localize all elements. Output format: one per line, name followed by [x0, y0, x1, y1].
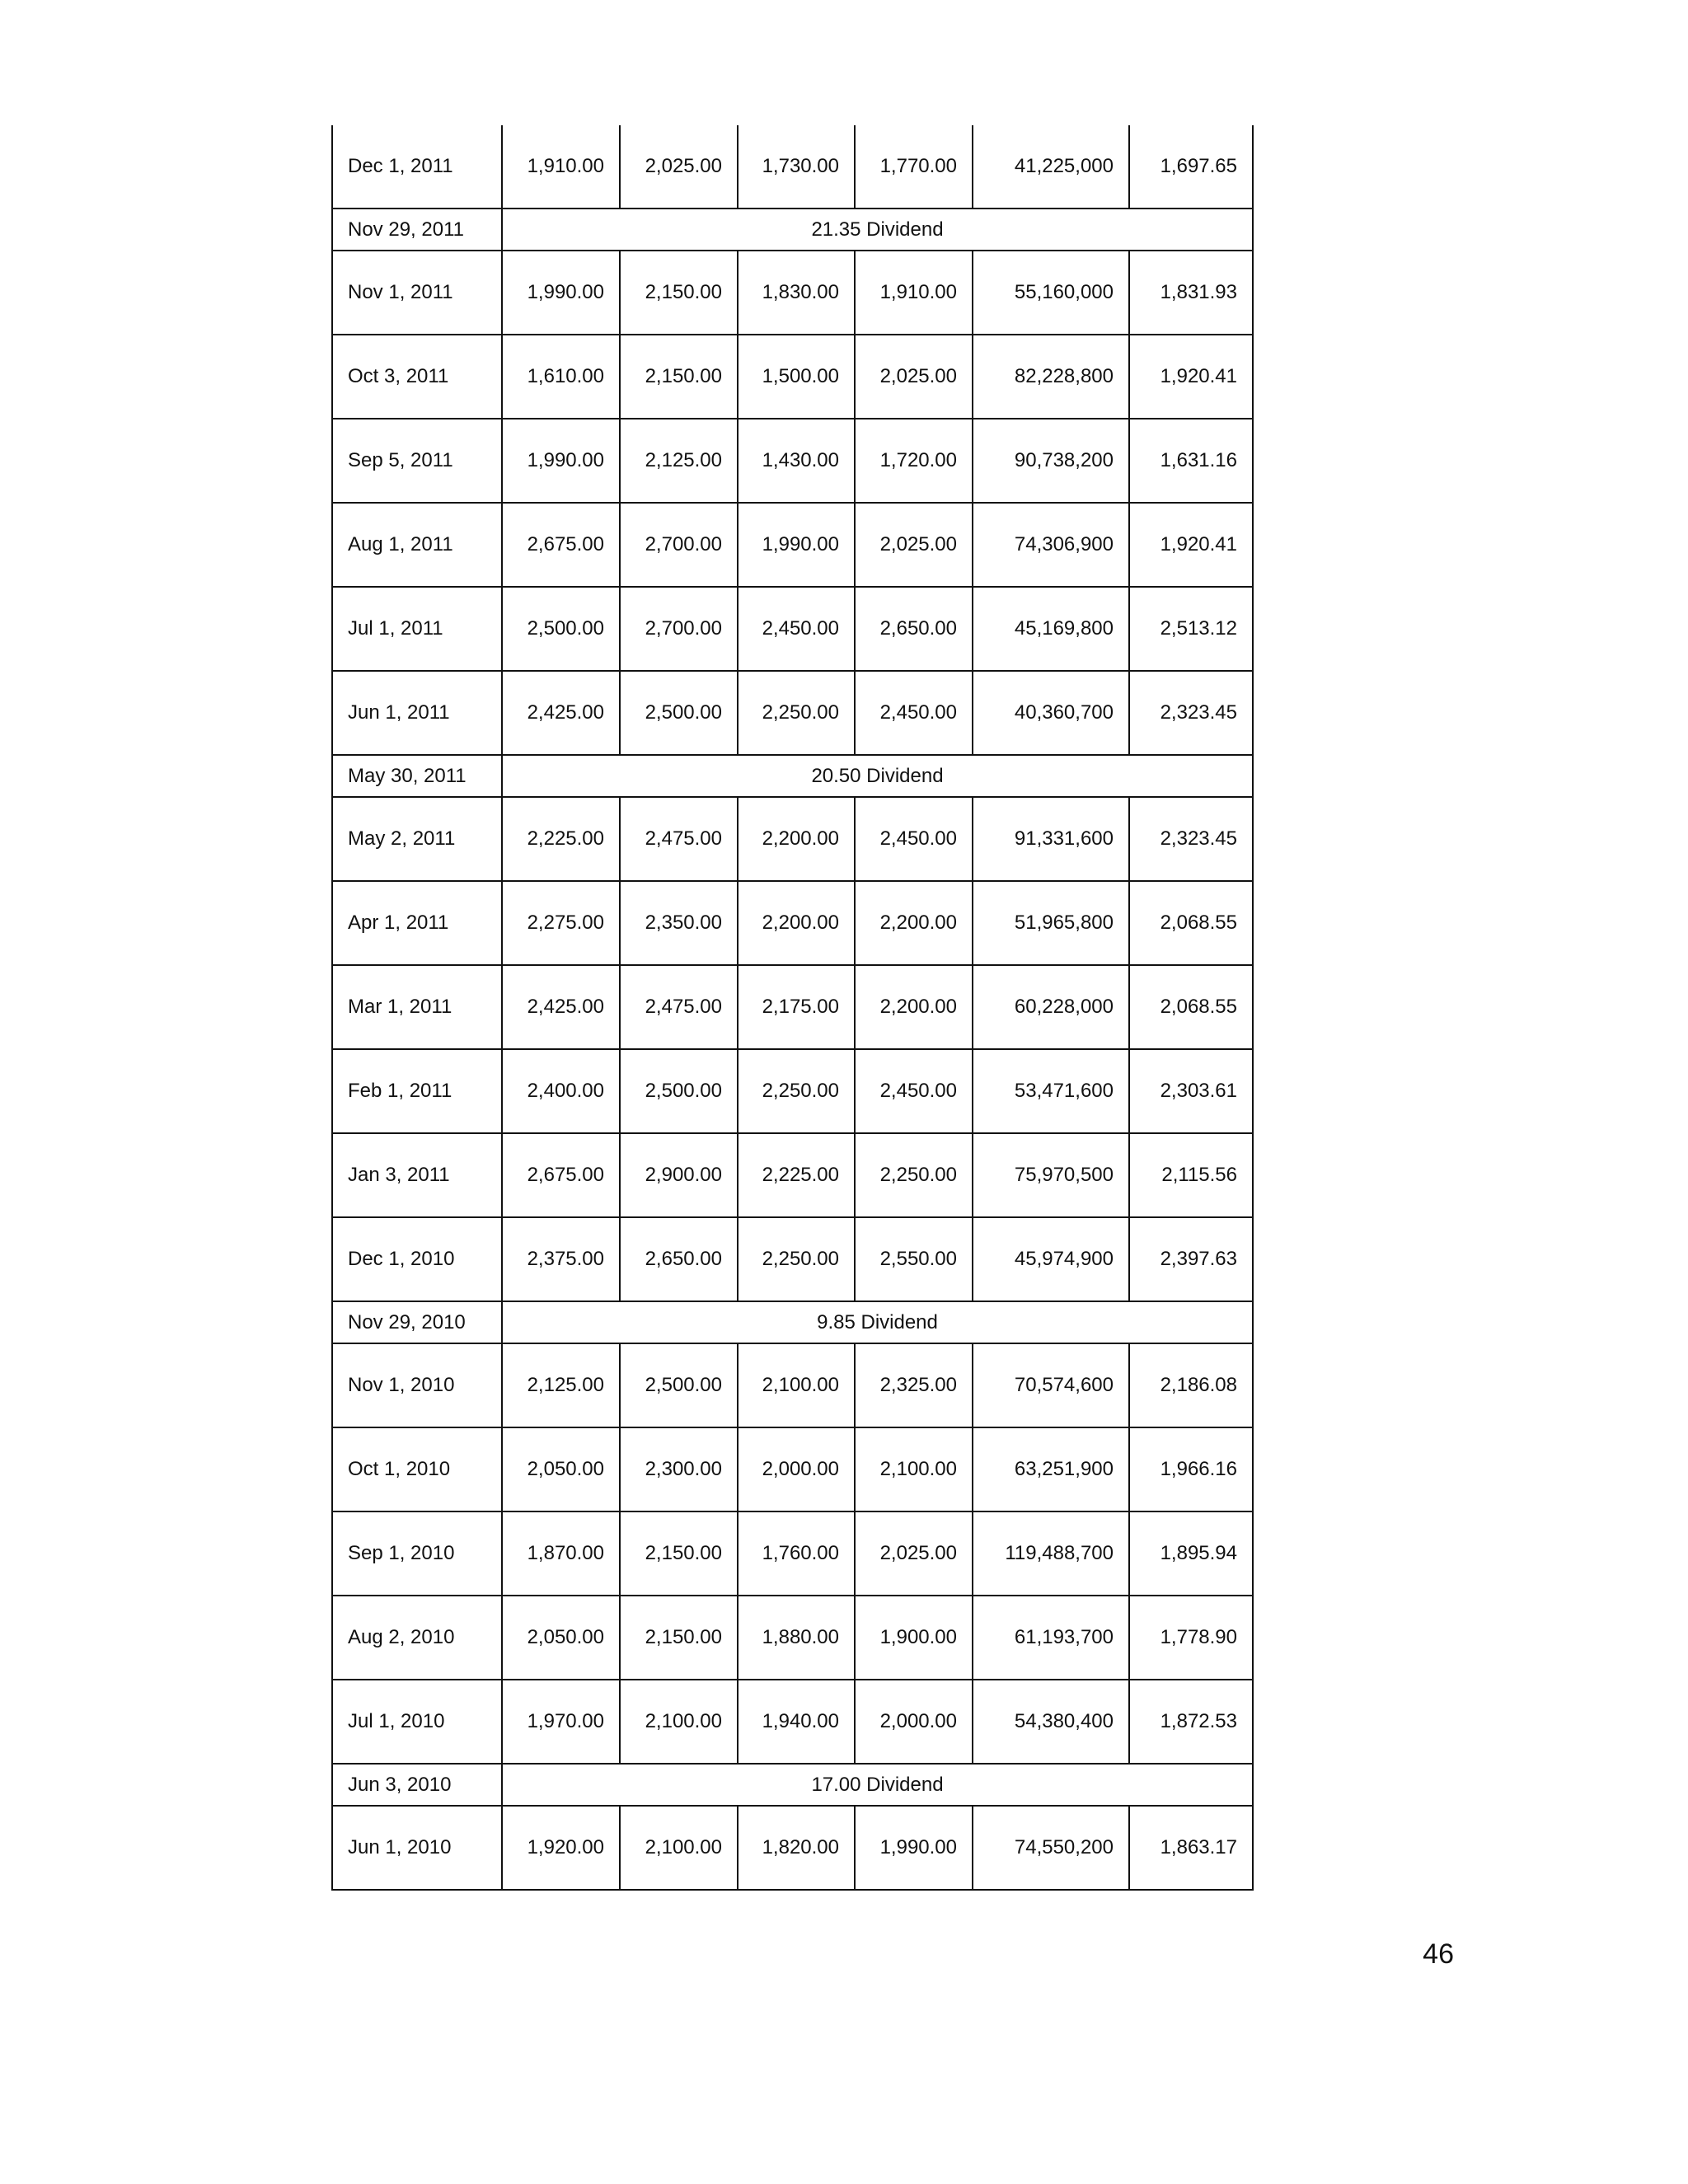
volume-cell: 74,306,900 [973, 503, 1129, 587]
table-row [332, 419, 1253, 503]
volume-cell: 51,965,800 [973, 881, 1129, 965]
close-cell: 2,450.00 [855, 797, 973, 881]
close-cell: 2,250.00 [855, 1133, 973, 1217]
table-row [332, 1511, 1253, 1596]
dividend-cell: 21.35 Dividend [502, 209, 1253, 251]
volume-cell: 53,471,600 [973, 1049, 1129, 1133]
date-cell: Jun 3, 2010 [332, 1764, 502, 1806]
low-cell: 1,880.00 [738, 1596, 855, 1680]
date-cell: Jun 1, 2011 [332, 671, 502, 755]
high-cell: 2,125.00 [620, 419, 738, 503]
low-cell: 1,760.00 [738, 1511, 855, 1596]
open-cell: 2,125.00 [502, 1343, 620, 1427]
date-cell: Apr 1, 2011 [332, 881, 502, 965]
low-cell: 2,000.00 [738, 1427, 855, 1511]
low-cell: 1,730.00 [738, 125, 855, 209]
high-cell: 2,150.00 [620, 251, 738, 335]
volume-cell: 40,360,700 [973, 671, 1129, 755]
date-cell: May 30, 2011 [332, 755, 502, 797]
open-cell: 2,425.00 [502, 671, 620, 755]
volume-cell: 45,974,900 [973, 1217, 1129, 1301]
open-cell: 1,870.00 [502, 1511, 620, 1596]
dividend-row [332, 755, 1253, 797]
dividend-cell: 20.50 Dividend [502, 755, 1253, 797]
high-cell: 2,025.00 [620, 125, 738, 209]
adj-close-cell: 1,895.94 [1129, 1511, 1253, 1596]
date-cell: Dec 1, 2010 [332, 1217, 502, 1301]
table-row [332, 1217, 1253, 1301]
date-cell: Nov 29, 2011 [332, 209, 502, 251]
table-row [332, 125, 1253, 209]
dividend-cell: 17.00 Dividend [502, 1764, 1253, 1806]
open-cell: 2,050.00 [502, 1427, 620, 1511]
date-cell: Aug 2, 2010 [332, 1596, 502, 1680]
volume-cell: 74,550,200 [973, 1806, 1129, 1890]
table-row [332, 1343, 1253, 1427]
table-body [332, 125, 1253, 1890]
open-cell: 2,400.00 [502, 1049, 620, 1133]
low-cell: 2,100.00 [738, 1343, 855, 1427]
volume-cell: 90,738,200 [973, 419, 1129, 503]
adj-close-cell: 2,303.61 [1129, 1049, 1253, 1133]
high-cell: 2,150.00 [620, 1511, 738, 1596]
low-cell: 2,200.00 [738, 881, 855, 965]
date-cell: Sep 5, 2011 [332, 419, 502, 503]
close-cell: 2,025.00 [855, 1511, 973, 1596]
close-cell: 1,990.00 [855, 1806, 973, 1890]
date-cell: Sep 1, 2010 [332, 1511, 502, 1596]
volume-cell: 45,169,800 [973, 587, 1129, 671]
dividend-cell: 9.85 Dividend [502, 1301, 1253, 1343]
close-cell: 1,910.00 [855, 251, 973, 335]
high-cell: 2,500.00 [620, 671, 738, 755]
high-cell: 2,150.00 [620, 335, 738, 419]
volume-cell: 82,228,800 [973, 335, 1129, 419]
table-row [332, 503, 1253, 587]
table-row [332, 1680, 1253, 1764]
close-cell: 2,100.00 [855, 1427, 973, 1511]
page-number: 46 [1423, 1938, 1454, 1970]
volume-cell: 63,251,900 [973, 1427, 1129, 1511]
low-cell: 2,250.00 [738, 671, 855, 755]
open-cell: 2,675.00 [502, 503, 620, 587]
close-cell: 2,450.00 [855, 1049, 973, 1133]
adj-close-cell: 2,397.63 [1129, 1217, 1253, 1301]
adj-close-cell: 2,068.55 [1129, 881, 1253, 965]
date-cell: Dec 1, 2011 [332, 125, 502, 209]
table-row [332, 1596, 1253, 1680]
adj-close-cell: 2,115.56 [1129, 1133, 1253, 1217]
adj-close-cell: 1,966.16 [1129, 1427, 1253, 1511]
date-cell: Jul 1, 2011 [332, 587, 502, 671]
dividend-row [332, 1764, 1253, 1806]
high-cell: 2,650.00 [620, 1217, 738, 1301]
adj-close-cell: 1,872.53 [1129, 1680, 1253, 1764]
date-cell: Nov 1, 2010 [332, 1343, 502, 1427]
table-row [332, 797, 1253, 881]
open-cell: 1,920.00 [502, 1806, 620, 1890]
low-cell: 2,225.00 [738, 1133, 855, 1217]
adj-close-cell: 1,863.17 [1129, 1806, 1253, 1890]
table-row [332, 1427, 1253, 1511]
open-cell: 1,990.00 [502, 419, 620, 503]
high-cell: 2,475.00 [620, 797, 738, 881]
high-cell: 2,150.00 [620, 1596, 738, 1680]
low-cell: 1,940.00 [738, 1680, 855, 1764]
table-row [332, 1806, 1253, 1890]
table-row [332, 1133, 1253, 1217]
open-cell: 1,970.00 [502, 1680, 620, 1764]
adj-close-cell: 1,778.90 [1129, 1596, 1253, 1680]
close-cell: 1,770.00 [855, 125, 973, 209]
date-cell: Jul 1, 2010 [332, 1680, 502, 1764]
table-row [332, 965, 1253, 1049]
high-cell: 2,500.00 [620, 1343, 738, 1427]
open-cell: 2,275.00 [502, 881, 620, 965]
close-cell: 2,000.00 [855, 1680, 973, 1764]
open-cell: 1,990.00 [502, 251, 620, 335]
open-cell: 2,500.00 [502, 587, 620, 671]
volume-cell: 91,331,600 [973, 797, 1129, 881]
open-cell: 2,050.00 [502, 1596, 620, 1680]
open-cell: 2,225.00 [502, 797, 620, 881]
adj-close-cell: 1,831.93 [1129, 251, 1253, 335]
table-row [332, 671, 1253, 755]
adj-close-cell: 2,513.12 [1129, 587, 1253, 671]
date-cell: May 2, 2011 [332, 797, 502, 881]
low-cell: 1,830.00 [738, 251, 855, 335]
stock-price-table [331, 125, 1254, 1891]
adj-close-cell: 1,920.41 [1129, 335, 1253, 419]
close-cell: 1,720.00 [855, 419, 973, 503]
low-cell: 1,990.00 [738, 503, 855, 587]
date-cell: Nov 29, 2010 [332, 1301, 502, 1343]
table-row [332, 881, 1253, 965]
volume-cell: 75,970,500 [973, 1133, 1129, 1217]
high-cell: 2,700.00 [620, 503, 738, 587]
high-cell: 2,100.00 [620, 1806, 738, 1890]
volume-cell: 55,160,000 [973, 251, 1129, 335]
dividend-row [332, 209, 1253, 251]
volume-cell: 119,488,700 [973, 1511, 1129, 1596]
date-cell: Oct 3, 2011 [332, 335, 502, 419]
high-cell: 2,475.00 [620, 965, 738, 1049]
close-cell: 2,550.00 [855, 1217, 973, 1301]
open-cell: 1,610.00 [502, 335, 620, 419]
table-row [332, 335, 1253, 419]
high-cell: 2,900.00 [620, 1133, 738, 1217]
adj-close-cell: 1,697.65 [1129, 125, 1253, 209]
high-cell: 2,500.00 [620, 1049, 738, 1133]
volume-cell: 41,225,000 [973, 125, 1129, 209]
low-cell: 2,250.00 [738, 1217, 855, 1301]
volume-cell: 61,193,700 [973, 1596, 1129, 1680]
volume-cell: 60,228,000 [973, 965, 1129, 1049]
date-cell: Nov 1, 2011 [332, 251, 502, 335]
volume-cell: 54,380,400 [973, 1680, 1129, 1764]
open-cell: 2,675.00 [502, 1133, 620, 1217]
date-cell: Oct 1, 2010 [332, 1427, 502, 1511]
open-cell: 2,375.00 [502, 1217, 620, 1301]
close-cell: 2,450.00 [855, 671, 973, 755]
low-cell: 2,175.00 [738, 965, 855, 1049]
adj-close-cell: 1,920.41 [1129, 503, 1253, 587]
adj-close-cell: 2,323.45 [1129, 671, 1253, 755]
close-cell: 2,025.00 [855, 503, 973, 587]
adj-close-cell: 2,186.08 [1129, 1343, 1253, 1427]
adj-close-cell: 2,068.55 [1129, 965, 1253, 1049]
adj-close-cell: 1,631.16 [1129, 419, 1253, 503]
table-row [332, 587, 1253, 671]
volume-cell: 70,574,600 [973, 1343, 1129, 1427]
date-cell: Jun 1, 2010 [332, 1806, 502, 1890]
low-cell: 1,820.00 [738, 1806, 855, 1890]
low-cell: 2,250.00 [738, 1049, 855, 1133]
low-cell: 2,200.00 [738, 797, 855, 881]
date-cell: Jan 3, 2011 [332, 1133, 502, 1217]
low-cell: 1,500.00 [738, 335, 855, 419]
low-cell: 1,430.00 [738, 419, 855, 503]
open-cell: 1,910.00 [502, 125, 620, 209]
date-cell: Mar 1, 2011 [332, 965, 502, 1049]
date-cell: Feb 1, 2011 [332, 1049, 502, 1133]
high-cell: 2,350.00 [620, 881, 738, 965]
high-cell: 2,100.00 [620, 1680, 738, 1764]
high-cell: 2,700.00 [620, 587, 738, 671]
close-cell: 2,025.00 [855, 335, 973, 419]
date-cell: Aug 1, 2011 [332, 503, 502, 587]
dividend-row [332, 1301, 1253, 1343]
close-cell: 2,650.00 [855, 587, 973, 671]
low-cell: 2,450.00 [738, 587, 855, 671]
table-row [332, 1049, 1253, 1133]
close-cell: 1,900.00 [855, 1596, 973, 1680]
table-row [332, 251, 1253, 335]
adj-close-cell: 2,323.45 [1129, 797, 1253, 881]
close-cell: 2,200.00 [855, 965, 973, 1049]
close-cell: 2,325.00 [855, 1343, 973, 1427]
close-cell: 2,200.00 [855, 881, 973, 965]
open-cell: 2,425.00 [502, 965, 620, 1049]
high-cell: 2,300.00 [620, 1427, 738, 1511]
